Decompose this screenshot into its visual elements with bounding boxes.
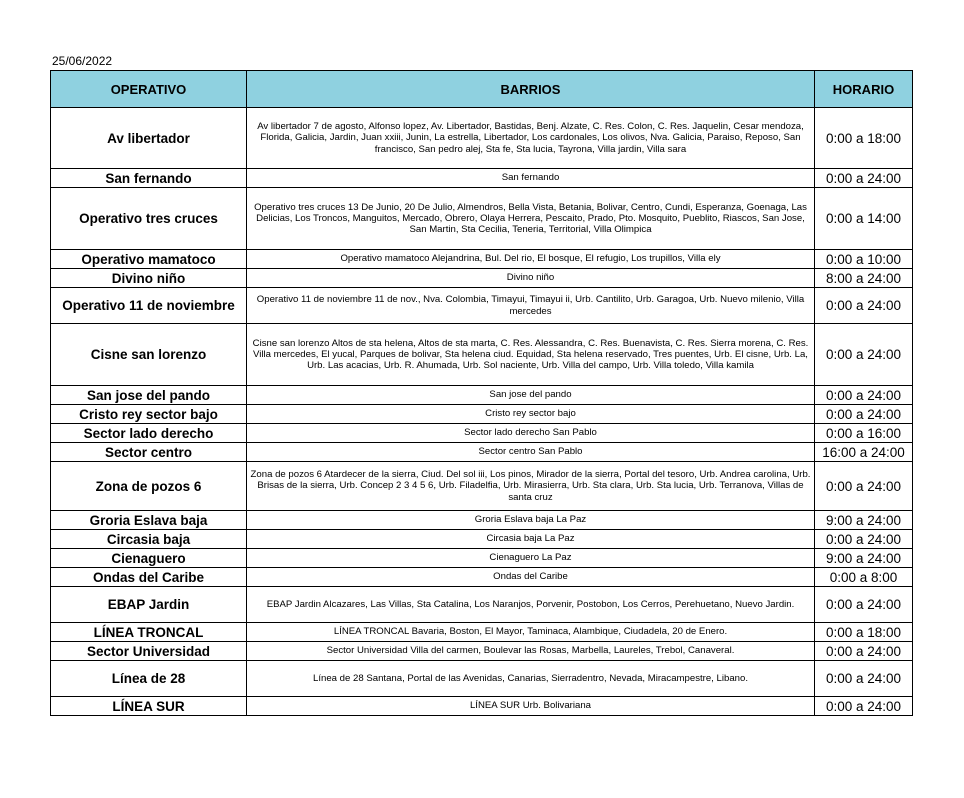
- table-row: [51, 549, 913, 568]
- horario-cell: 0:00 a 18:00: [815, 108, 913, 169]
- table-row: [51, 386, 913, 405]
- barrios-cell: Operativo 11 de noviembre 11 de nov., Nva. Colombia, Timayui, Timayui ii, Urb. Cantilito, Urb. Garagoa, Urb. Nuevo milenio, Villa mercedes: [247, 288, 815, 324]
- barrios-cell: Ondas del Caribe: [247, 568, 815, 587]
- operativo-cell: Sector Universidad: [51, 642, 247, 661]
- operativo-cell: LÍNEA SUR: [51, 697, 247, 716]
- table-row: [51, 250, 913, 269]
- horario-cell: 9:00 a 24:00: [815, 549, 913, 568]
- barrios-cell: Operativo tres cruces 13 De Junio, 20 De Julio, Almendros, Bella Vista, Betania, Bolivar, Centro, Cundi, Esperanza, Goenaga, Las Delicias, Los Troncos, Manguitos, Mercado, Obrero, Olaya Herrera, Pescaito, Prado, Pto. Mosquito, Pueblito, Riascos, San Jose, San Martin, Sta Cecilia, Teneria, Territorial, Villa Olimpica: [247, 188, 815, 250]
- table-row: [51, 443, 913, 462]
- barrios-cell: Línea de 28 Santana, Portal de las Avenidas, Canarias, Sierradentro, Nevada, Miracampestre, Libano.: [247, 661, 815, 697]
- horario-cell: 0:00 a 24:00: [815, 661, 913, 697]
- operativo-cell: Sector lado derecho: [51, 424, 247, 443]
- operativo-cell: Cristo rey sector bajo: [51, 405, 247, 424]
- barrios-cell: Sector Universidad Villa del carmen, Boulevar las Rosas, Marbella, Laureles, Trebol, Canaveral.: [247, 642, 815, 661]
- operativo-cell: San jose del pando: [51, 386, 247, 405]
- barrios-cell: EBAP Jardin Alcazares, Las Villas, Sta Catalina, Los Naranjos, Porvenir, Postobon, Los Cerros, Perehuetano, Nuevo Jardin.: [247, 587, 815, 623]
- horario-cell: 0:00 a 24:00: [815, 386, 913, 405]
- operativo-cell: Cienaguero: [51, 549, 247, 568]
- table-row: [51, 405, 913, 424]
- horario-cell: 0:00 a 24:00: [815, 462, 913, 511]
- horario-cell: 0:00 a 24:00: [815, 587, 913, 623]
- barrios-cell: Cisne san lorenzo Altos de sta helena, Altos de sta marta, C. Res. Alessandra, C. Res. Buenavista, C. Res. Sierra morena, C. Res. Villa mercedes, El yucal, Parques de bolivar, Sta helena ciud. Equidad, Sta helena reservado, Tres puentes, Urb. El cisne, Urb. La, Urb. Las acacias, Urb. R. Ahumada, Urb. Sol naciente, Urb. Villa del campo, Urb. Villa toledo, Villa kamila: [247, 324, 815, 386]
- barrios-cell: Av libertador 7 de agosto, Alfonso lopez, Av. Libertador, Bastidas, Benj. Alzate, C. Res. Colon, C. Res. Jaquelin, Cesar mendoza, Florida, Galicia, Jardin, Juan xxiii, Junin, La estrella, Libertador, Los cardonales, Los olivos, Nva. Galicia, Paraiso, Reposo, San francisco, San pedro alej, Sta fe, Sta lucia, Tayrona, Villa jardin, Villa sara: [247, 108, 815, 169]
- table-row: [51, 587, 913, 623]
- horario-cell: 0:00 a 10:00: [815, 250, 913, 269]
- operativo-cell: Groria Eslava baja: [51, 511, 247, 530]
- table-body: [51, 108, 913, 716]
- barrios-cell: Cristo rey sector bajo: [247, 405, 815, 424]
- operativo-cell: Circasia baja: [51, 530, 247, 549]
- operativo-cell: Operativo tres cruces: [51, 188, 247, 250]
- operativo-cell: Operativo mamatoco: [51, 250, 247, 269]
- horario-cell: 0:00 a 14:00: [815, 188, 913, 250]
- report-date: 25/06/2022: [52, 54, 113, 68]
- horario-cell: 0:00 a 18:00: [815, 623, 913, 642]
- horario-cell: 16:00 a 24:00: [815, 443, 913, 462]
- table-row: [51, 462, 913, 511]
- operativo-cell: San fernando: [51, 169, 247, 188]
- table-row: [51, 324, 913, 386]
- table-row: [51, 623, 913, 642]
- operativo-cell: LÍNEA TRONCAL: [51, 623, 247, 642]
- table-row: [51, 188, 913, 250]
- barrios-cell: Cienaguero La Paz: [247, 549, 815, 568]
- table-row: [51, 530, 913, 549]
- operativo-cell: Ondas del Caribe: [51, 568, 247, 587]
- barrios-cell: Circasia baja La Paz: [247, 530, 815, 549]
- operativo-cell: Operativo 11 de noviembre: [51, 288, 247, 324]
- barrios-cell: Groria Eslava baja La Paz: [247, 511, 815, 530]
- table-row: [51, 697, 913, 716]
- barrios-cell: Sector lado derecho San Pablo: [247, 424, 815, 443]
- horario-cell: 0:00 a 8:00: [815, 568, 913, 587]
- barrios-cell: Operativo mamatoco Alejandrina, Bul. Del rio, El bosque, El refugio, Los trupillos, Villa ely: [247, 250, 815, 269]
- barrios-cell: San fernando: [247, 169, 815, 188]
- barrios-cell: Divino niño: [247, 269, 815, 288]
- barrios-cell: LÍNEA SUR Urb. Bolivariana: [247, 697, 815, 716]
- barrios-cell: San jose del pando: [247, 386, 815, 405]
- horario-cell: 8:00 a 24:00: [815, 269, 913, 288]
- horario-cell: 0:00 a 24:00: [815, 288, 913, 324]
- table-row: [51, 424, 913, 443]
- horario-cell: 0:00 a 24:00: [815, 642, 913, 661]
- barrios-cell: Zona de pozos 6 Atardecer de la sierra, Ciud. Del sol iii, Los pinos, Mirador de la sierra, Portal del tesoro, Urb. Andrea carolina, Urb. Brisas de la sierra, Urb. Concep 2 3 4 5 6, Urb. Filadelfia, Urb. Mirasierra, Urb. Sta clara, Urb. Sta lucia, Urb. Terranova, Villas de santa cruz: [247, 462, 815, 511]
- operativo-cell: Divino niño: [51, 269, 247, 288]
- operativo-cell: Cisne san lorenzo: [51, 324, 247, 386]
- operativo-cell: Línea de 28: [51, 661, 247, 697]
- header-barrios: BARRIOS: [247, 71, 815, 108]
- barrios-cell: LÍNEA TRONCAL Bavaria, Boston, El Mayor, Taminaca, Alambique, Ciudadela, 20 de Enero.: [247, 623, 815, 642]
- operativo-cell: Zona de pozos 6: [51, 462, 247, 511]
- horario-cell: 0:00 a 24:00: [815, 697, 913, 716]
- operativo-cell: Sector centro: [51, 443, 247, 462]
- horario-cell: 0:00 a 24:00: [815, 405, 913, 424]
- table-row: [51, 169, 913, 188]
- table-row: [51, 108, 913, 169]
- barrios-cell: Sector centro San Pablo: [247, 443, 815, 462]
- table-row: [51, 661, 913, 697]
- table-row: [51, 269, 913, 288]
- horario-cell: 9:00 a 24:00: [815, 511, 913, 530]
- table-row: [51, 511, 913, 530]
- header-row: [51, 71, 913, 108]
- schedule-table: [50, 70, 913, 716]
- header-operativo: OPERATIVO: [51, 71, 247, 108]
- horario-cell: 0:00 a 24:00: [815, 324, 913, 386]
- header-horario: HORARIO: [815, 71, 913, 108]
- operativo-cell: EBAP Jardin: [51, 587, 247, 623]
- horario-cell: 0:00 a 16:00: [815, 424, 913, 443]
- horario-cell: 0:00 a 24:00: [815, 169, 913, 188]
- operativo-cell: Av libertador: [51, 108, 247, 169]
- table-row: [51, 288, 913, 324]
- table-row: [51, 642, 913, 661]
- table-row: [51, 568, 913, 587]
- horario-cell: 0:00 a 24:00: [815, 530, 913, 549]
